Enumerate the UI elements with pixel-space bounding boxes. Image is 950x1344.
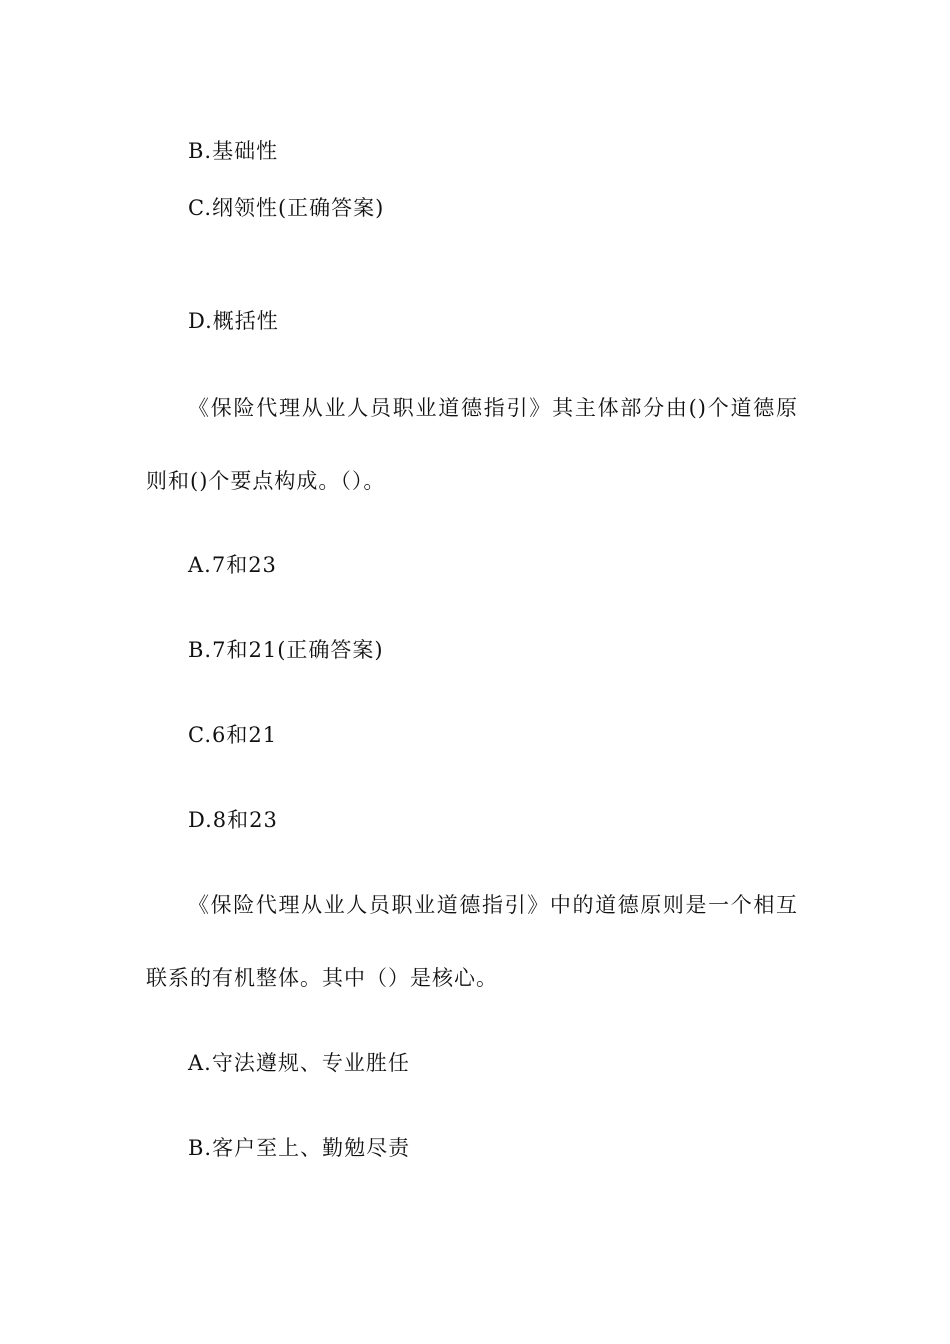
option-b-prev: B.基础性: [188, 139, 279, 163]
question-2-option-b: B.客户至上、勤勉尽责: [188, 1136, 411, 1160]
question-1-stem-line2: 则和()个要点构成。（）。: [146, 469, 386, 493]
question-1-option-c: C.6和21: [188, 723, 278, 747]
option-c-prev: C.纲领性(正确答案): [188, 196, 385, 220]
question-2-stem-line1: 《保险代理从业人员职业道德指引》中的道德原则是一个相互: [188, 893, 798, 917]
question-2-option-a: A.守法遵规、专业胜任: [188, 1051, 410, 1075]
question-1-option-d: D.8和23: [188, 808, 278, 832]
question-2-stem-line2: 联系的有机整体。其中（）是核心。: [146, 966, 498, 990]
question-1-option-a: A.7和23: [188, 553, 277, 577]
question-1-option-b: B.7和21(正确答案): [188, 638, 384, 662]
question-1-stem-line1: 《保险代理从业人员职业道德指引》其主体部分由()个道德原: [188, 396, 798, 420]
option-d-prev: D.概括性: [188, 309, 279, 333]
